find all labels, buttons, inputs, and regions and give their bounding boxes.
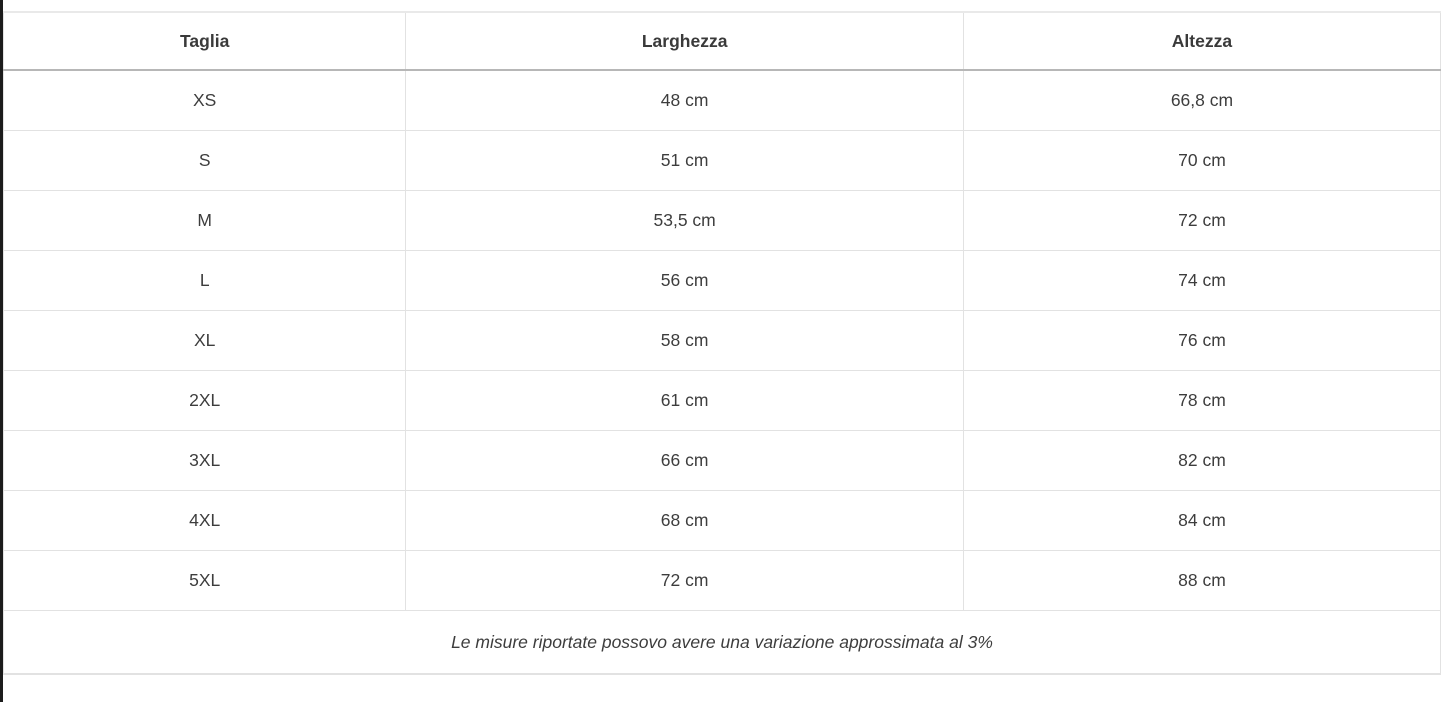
column-header-altezza: Altezza — [963, 12, 1440, 70]
width-cell: 66 cm — [406, 431, 964, 491]
width-cell: 53,5 cm — [406, 191, 964, 251]
height-cell: 72 cm — [963, 191, 1440, 251]
size-cell: 3XL — [4, 431, 406, 491]
header-row — [4, 12, 1441, 70]
height-cell: 84 cm — [963, 491, 1440, 551]
height-cell: 88 cm — [963, 551, 1440, 611]
size-cell: L — [4, 251, 406, 311]
size-cell: XS — [4, 70, 406, 131]
height-cell: 70 cm — [963, 131, 1440, 191]
size-cell: M — [4, 191, 406, 251]
width-cell: 48 cm — [406, 70, 964, 131]
height-cell: 74 cm — [963, 251, 1440, 311]
table-row — [4, 431, 1441, 491]
size-cell: 5XL — [4, 551, 406, 611]
height-cell: 78 cm — [963, 371, 1440, 431]
size-cell: S — [4, 131, 406, 191]
table-row — [4, 491, 1441, 551]
table-row — [4, 371, 1441, 431]
footnote-text: Le misure riportate possovo avere una variazione approssimata al 3% — [4, 611, 1441, 675]
table-row — [4, 551, 1441, 611]
width-cell: 61 cm — [406, 371, 964, 431]
width-cell: 56 cm — [406, 251, 964, 311]
height-cell: 66,8 cm — [963, 70, 1440, 131]
height-cell: 76 cm — [963, 311, 1440, 371]
width-cell: 68 cm — [406, 491, 964, 551]
size-cell: 2XL — [4, 371, 406, 431]
table-row — [4, 251, 1441, 311]
table-row — [4, 191, 1441, 251]
size-cell: 4XL — [4, 491, 406, 551]
table-row — [4, 311, 1441, 371]
table-row — [4, 70, 1441, 131]
height-cell: 82 cm — [963, 431, 1440, 491]
size-chart-table — [3, 11, 1441, 675]
size-cell: XL — [4, 311, 406, 371]
width-cell: 72 cm — [406, 551, 964, 611]
width-cell: 51 cm — [406, 131, 964, 191]
column-header-larghezza: Larghezza — [406, 12, 964, 70]
width-cell: 58 cm — [406, 311, 964, 371]
table-row — [4, 131, 1441, 191]
footnote-row — [4, 611, 1441, 675]
column-header-taglia: Taglia — [4, 12, 406, 70]
